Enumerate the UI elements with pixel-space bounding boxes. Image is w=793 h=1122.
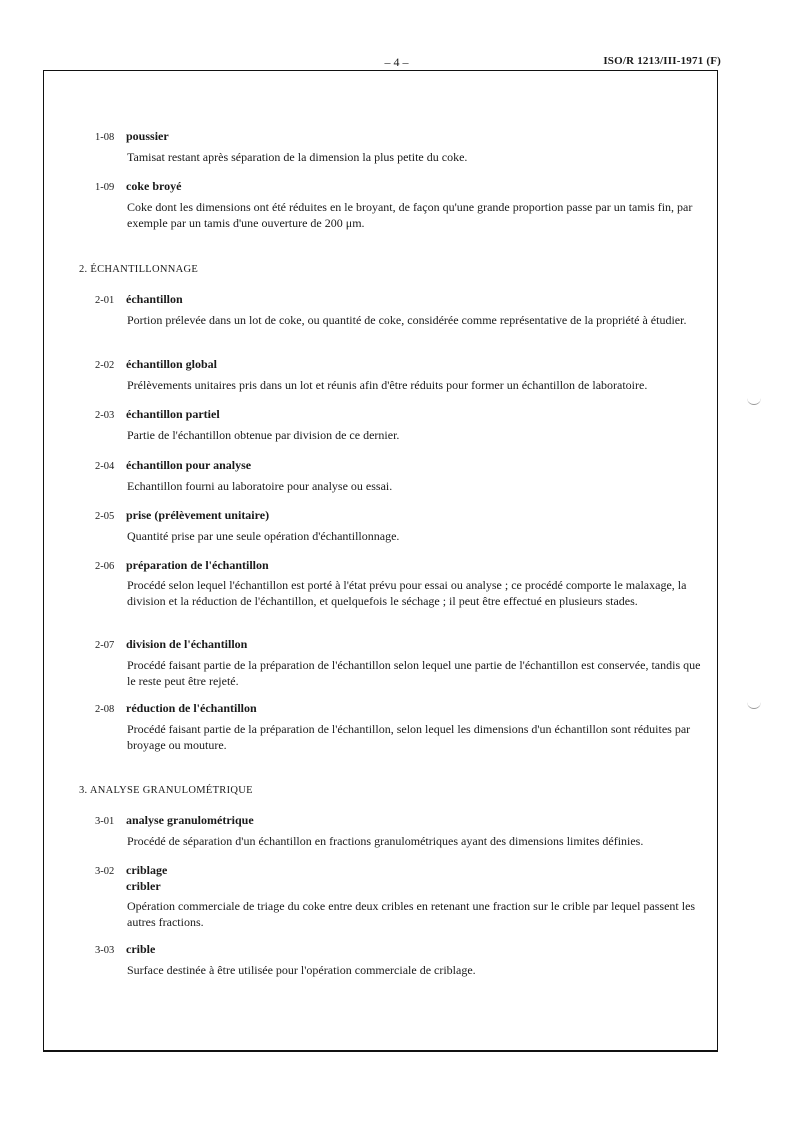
- term-definition: Procédé de séparation d'un échantillon en fractions granulométriques ayant des dimensions limites définies.: [127, 834, 644, 848]
- term-definition: Procédé selon lequel l'échantillon est porté à l'état prévu pour essai ou analyse ; ce procédé comporte le malaxage, la division et la réduction de l'échantillon, et quelquefois le séchage ; il peut être effectué en plusieurs stades.: [127, 578, 687, 608]
- term-title: échantillon global: [126, 357, 218, 371]
- term-number: 2-05: [95, 511, 115, 522]
- term-number: 2-03: [95, 410, 115, 421]
- scan-margin-mark: [747, 702, 761, 709]
- term-title: division de l'échantillon: [126, 637, 248, 651]
- term-heading: [95, 636, 247, 654]
- term-definition: Procédé faisant partie de la préparation de l'échantillon selon lequel une partie de l'échantillon est conservée, tandis que le reste peut être rejeté.: [127, 658, 701, 688]
- term-title: échantillon: [126, 292, 183, 306]
- term-number: 2-06: [95, 561, 115, 572]
- term-title: analyse granulométrique: [126, 813, 254, 827]
- term-definition: Tamisat restant après séparation de la dimension la plus petite du coke.: [127, 150, 468, 164]
- term-title: échantillon pour analyse: [126, 458, 252, 472]
- document-reference: ISO/R 1213/III-1971 (F): [603, 55, 721, 67]
- term-number: 2-07: [95, 640, 115, 651]
- term-number: 2-04: [95, 461, 115, 472]
- term-number: 2-02: [95, 360, 115, 371]
- term-title: poussier: [126, 129, 169, 143]
- term-definition: Prélèvements unitaires pris dans un lot et réunis afin d'être réduits pour former un échantillon de laboratoire.: [127, 378, 648, 392]
- term-definition: Partie de l'échantillon obtenue par division de ce dernier.: [127, 428, 400, 442]
- term-definition: Opération commerciale de triage du coke entre deux cribles en retenant une fraction sur le crible par lequel passent les autres fractions.: [127, 899, 696, 929]
- term-heading: [95, 507, 269, 525]
- term-heading: [95, 812, 254, 830]
- term-heading: [95, 941, 155, 959]
- term-heading: [95, 557, 269, 575]
- term-title: prise (prélèvement unitaire): [126, 508, 270, 522]
- term-definition: Coke dont les dimensions ont été réduites en le broyant, de façon qu'une grande proportion passe par un tamis fin, par exemple par un tamis d'une ouverture de 200 μm.: [127, 200, 693, 230]
- term-title: coke broyé: [126, 179, 182, 193]
- term-number: 1-08: [95, 132, 115, 143]
- term-definition: Portion prélevée dans un lot de coke, ou quantité de coke, considérée comme représentative de la propriété à étudier.: [127, 313, 687, 327]
- term-definition: Surface destinée à être utilisée pour l'opération commerciale de criblage.: [127, 963, 476, 977]
- term-title-alternate: cribler: [126, 879, 161, 893]
- term-title: échantillon partiel: [126, 407, 220, 421]
- term-definition: Echantillon fourni au laboratoire pour analyse ou essai.: [127, 479, 393, 493]
- term-heading: [95, 862, 168, 893]
- term-heading: [95, 178, 181, 196]
- term-heading: [95, 457, 251, 475]
- term-title: réduction de l'échantillon: [126, 701, 257, 715]
- term-number: 2-08: [95, 704, 115, 715]
- term-title: criblage: [126, 863, 168, 877]
- term-number: 3-03: [95, 945, 115, 956]
- section-heading: 2. ÉCHANTILLONNAGE: [79, 264, 199, 275]
- term-number: 3-02: [95, 866, 115, 877]
- term-heading: [95, 356, 217, 374]
- term-number: 1-09: [95, 182, 115, 193]
- term-heading: [95, 700, 257, 718]
- term-title: préparation de l'échantillon: [126, 558, 269, 572]
- term-heading: [95, 128, 169, 146]
- term-definition: Procédé faisant partie de la préparation de l'échantillon, selon lequel les dimensions d'un échantillon sont réduites par broyage ou mouture.: [127, 722, 691, 752]
- section-heading: 3. ANALYSE GRANULOMÉTRIQUE: [79, 785, 253, 796]
- scan-margin-mark: [747, 398, 761, 405]
- term-number: 2-01: [95, 295, 115, 306]
- term-heading: [95, 291, 183, 309]
- term-heading: [95, 406, 220, 424]
- term-definition: Quantité prise par une seule opération d'échantillonnage.: [127, 529, 400, 543]
- term-title: crible: [126, 942, 156, 956]
- term-number: 3-01: [95, 816, 115, 827]
- page-number: – 4 –: [384, 55, 409, 69]
